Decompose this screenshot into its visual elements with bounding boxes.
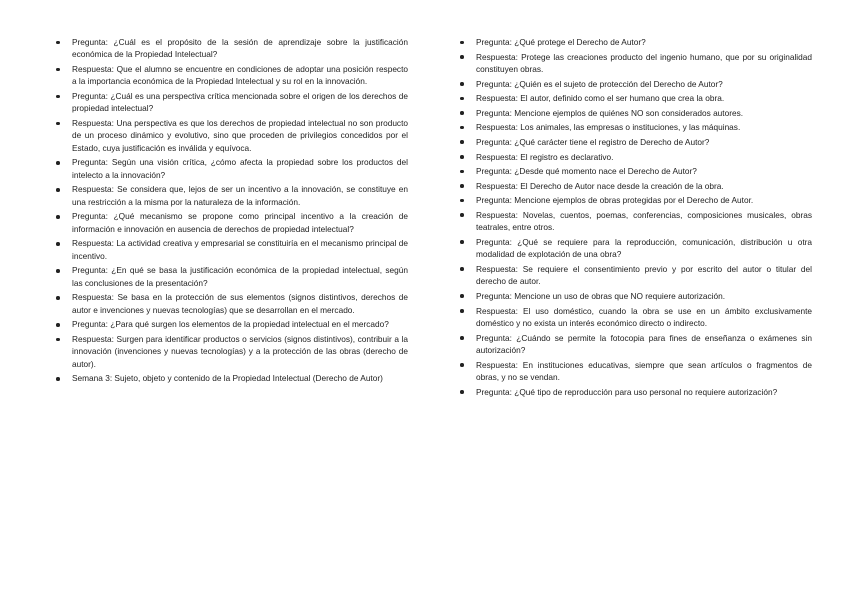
bullet-icon — [56, 338, 60, 342]
list-item — [460, 121, 812, 133]
bullet-icon — [460, 155, 464, 159]
bullet-icon — [56, 122, 60, 126]
list-item — [460, 332, 812, 357]
list-item-text: Pregunta: ¿Desde qué momento nace el Derecho de Autor? — [476, 166, 697, 177]
list-item-text: Respuesta: Se considera que, lejos de ser un incentivo a la innovación, se constituye en una restricción a la misma por la naturaleza de la información. — [72, 184, 408, 207]
bullet-icon — [460, 267, 464, 271]
list-item-text: Pregunta: ¿Para qué surgen los elementos de la propiedad intelectual en el mercado? — [72, 319, 389, 330]
list-item — [56, 372, 408, 384]
list-item — [56, 156, 408, 181]
list-item-text: Respuesta: Una perspectiva es que los derechos de propiedad intelectual no son producto de un proceso dinámico y evolutivo, sino que proceden de privilegios concedidos por el Estado, cuya justificación es inválida y equívoca. — [72, 118, 408, 153]
list-item-text: Respuesta: En instituciones educativas, siempre que sean artículos o fragmentos de obras, y no se vendan. — [476, 359, 812, 382]
list-item-text: Pregunta: Mencione un uso de obras que NO requiere autorización. — [476, 290, 726, 301]
list-item-text: Pregunta: Mencione ejemplos de quiénes NO son considerados autores. — [476, 107, 744, 118]
list-item — [460, 51, 812, 76]
bullet-icon — [460, 294, 464, 298]
list-item — [56, 63, 408, 88]
list-item — [460, 386, 812, 398]
bullet-icon — [460, 170, 464, 174]
list-item — [460, 359, 812, 384]
list-item-text: Semana 3: Sujeto, objeto y contenido de la Propiedad Intelectual (Derecho de Autor) — [72, 373, 383, 384]
list-item — [56, 36, 408, 61]
bullet-icon — [460, 97, 464, 101]
list-item-text: Pregunta: ¿En qué se basa la justificación económica de la propiedad intelectual, según las conclusiones de la presentación? — [72, 265, 408, 288]
list-item — [460, 136, 812, 148]
bullet-icon — [460, 363, 464, 367]
bullet-icon — [460, 336, 464, 340]
list-item — [460, 78, 812, 90]
list-item-text: Pregunta: ¿Qué mecanismo se propone como principal incentivo a la creación de información e innovación en ausencia de derechos de propiedad intelectual? — [72, 211, 408, 234]
list-item — [460, 236, 812, 261]
list-item-text: Respuesta: Que el alumno se encuentre en condiciones de adoptar una posición respecto a la importancia económica de la Propiedad Intelectual y su rol en la innovación. — [72, 64, 408, 87]
list-item — [56, 117, 408, 154]
list-item-text: Respuesta: El registro es declarativo. — [476, 151, 614, 162]
bullet-icon — [460, 213, 464, 217]
list-item-text: Pregunta: ¿Cuál es una perspectiva crítica mencionada sobre el origen de los derechos de propiedad intelectual? — [72, 91, 408, 114]
list-item-text: Respuesta: Protege las creaciones producto del ingenio humano, que por su originalidad constituyen obras. — [476, 51, 812, 74]
bullet-icon — [56, 215, 60, 219]
list-item — [460, 263, 812, 288]
bullet-icon — [56, 323, 60, 327]
bullet-icon — [56, 269, 60, 273]
list-item — [460, 36, 812, 48]
bullet-icon — [460, 309, 464, 313]
bullet-icon — [460, 126, 464, 130]
list-item-text: Pregunta: ¿Qué carácter tiene el registro de Derecho de Autor? — [476, 136, 710, 147]
bullet-icon — [56, 188, 60, 192]
bullet-icon — [56, 95, 60, 99]
list-item — [56, 291, 408, 316]
list-item-text: Respuesta: Novelas, cuentos, poemas, conferencias, composiciones musicales, obras teatrales, entre otros. — [476, 209, 812, 233]
list-item-text: Respuesta: El uso doméstico, cuando la obra se use en un ámbito exclusivamente doméstico y no exista un interés económico directo o indirecto. — [476, 305, 812, 328]
list-item — [56, 333, 408, 370]
list-item-text: Respuesta: El Derecho de Autor nace desde la creación de la obra. — [476, 180, 724, 191]
bullet-icon — [56, 161, 60, 165]
list-item — [56, 183, 408, 208]
bullet-icon — [460, 390, 464, 394]
bullet-icon — [56, 41, 60, 45]
bullet-icon — [460, 199, 464, 203]
list-item-text: Respuesta: Surgen para identificar productos o servicios (signos distintivos), contribuir a la innovación (invenciones y nuevas tecnologías) y a la protección de las obras (derecho de autor). — [72, 334, 408, 369]
list-item-text: Pregunta: ¿Quién es el sujeto de protección del Derecho de Autor? — [476, 78, 723, 89]
list-item — [460, 194, 812, 206]
list-item — [460, 165, 812, 177]
bullet-icon — [460, 184, 464, 188]
list-item-text: Pregunta: Según una visión crítica, ¿cómo afecta la propiedad sobre los productos del intelecto a la innovación? — [72, 157, 408, 180]
list-item-text: Pregunta: ¿Cuándo se permite la fotocopia para fines de enseñanza o exámenes sin autorización? — [476, 332, 812, 355]
right-column-list — [460, 36, 812, 400]
left-column-list — [56, 36, 408, 387]
list-item — [460, 209, 812, 234]
list-item — [56, 264, 408, 289]
list-item — [56, 237, 408, 262]
list-item — [56, 318, 408, 330]
list-item-text: Respuesta: Los animales, las empresas o instituciones, y las máquinas. — [476, 122, 741, 133]
bullet-icon — [460, 55, 464, 59]
list-item-text: Respuesta: Se requiere el consentimiento previo y por escrito del autor o titular del derecho de autor. — [476, 263, 812, 287]
list-item-text: Respuesta: La actividad creativa y empresarial se constituiría en el mecanismo principal de incentivo. — [72, 238, 408, 261]
list-item — [460, 180, 812, 192]
bullet-icon — [56, 242, 60, 246]
bullet-icon — [56, 296, 60, 300]
list-item-text: Respuesta: El autor, definido como el ser humano que crea la obra. — [476, 93, 725, 104]
bullet-icon — [460, 41, 464, 45]
list-item-text: Pregunta: ¿Qué tipo de reproducción para uso personal no requiere autorización? — [476, 386, 778, 397]
list-item — [460, 290, 812, 302]
list-item — [460, 305, 812, 330]
bullet-icon — [460, 111, 464, 115]
list-item-text: Respuesta: Se basa en la protección de sus elementos (signos distintivos, derechos de autor e invenciones y nuevas tecnologías) que se desarrollan en el mercado. — [72, 292, 408, 315]
list-item-text: Pregunta: ¿Qué se requiere para la reproducción, comunicación, distribución u otra modalidad de explotación de una obra? — [476, 236, 812, 260]
bullet-icon — [56, 377, 60, 381]
bullet-icon — [460, 240, 464, 244]
list-item — [56, 210, 408, 235]
list-item — [460, 107, 812, 119]
list-item — [460, 92, 812, 104]
bullet-icon — [56, 68, 60, 72]
bullet-icon — [460, 140, 464, 144]
list-item — [460, 151, 812, 163]
list-item — [56, 90, 408, 115]
list-item-text: Pregunta: ¿Cuál es el propósito de la sesión de aprendizaje sobre la justificación económica de la Propiedad Intelectual? — [72, 37, 408, 60]
list-item-text: Pregunta: Mencione ejemplos de obras protegidas por el Derecho de Autor. — [476, 195, 754, 206]
bullet-icon — [460, 82, 464, 86]
list-item-text: Pregunta: ¿Qué protege el Derecho de Autor? — [476, 37, 646, 47]
